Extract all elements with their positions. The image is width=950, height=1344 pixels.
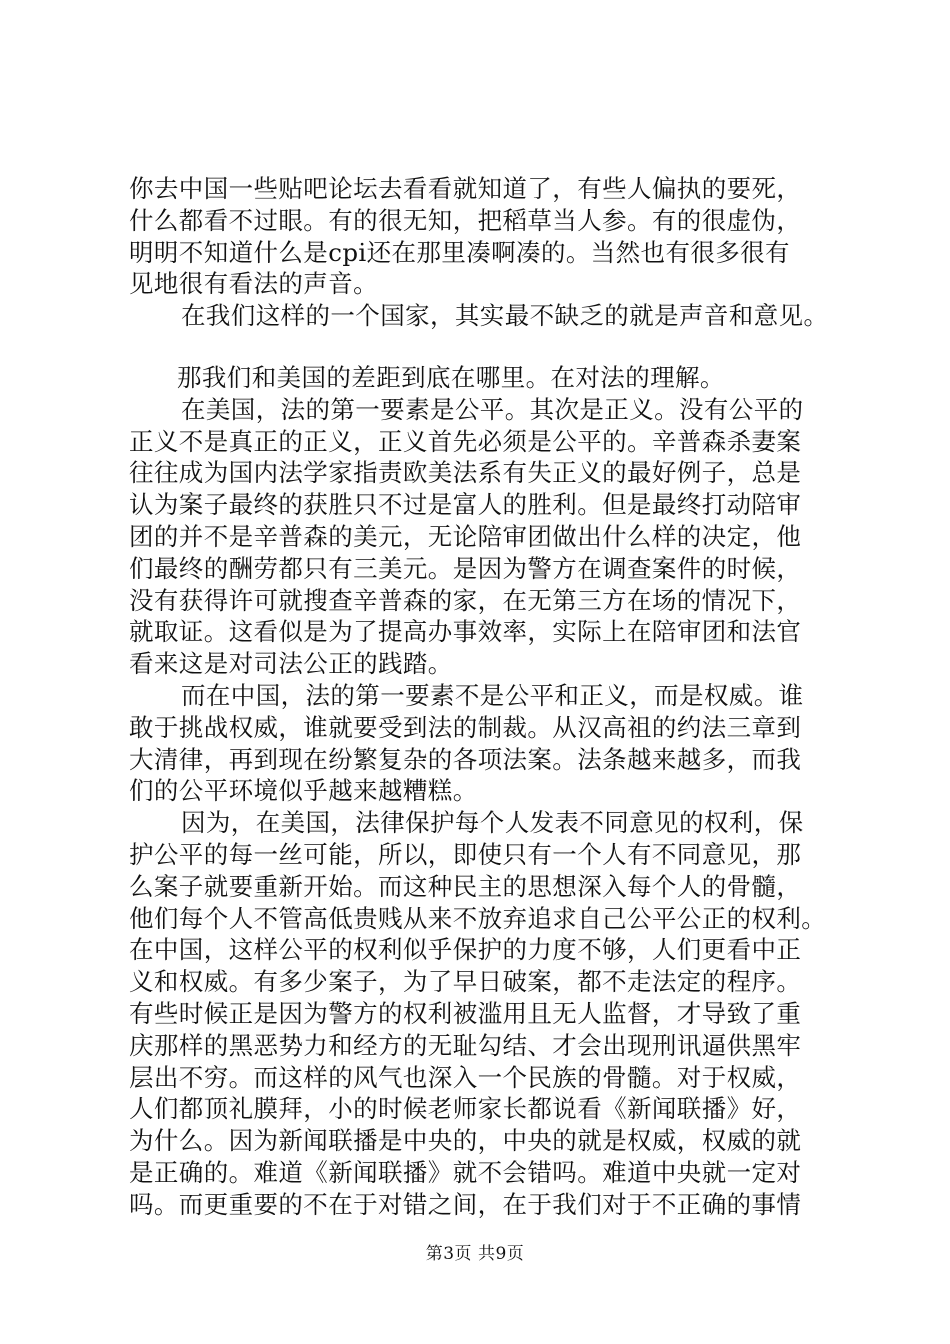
text-line: 在美国，法的第一要素是公平。其次是正义。没有公平的 (181, 394, 804, 424)
text-line: 人们都顶礼膜拜，小的时候老师家长都说看《新闻联播》好， (129, 1094, 802, 1124)
text-line: 认为案子最终的获胜只不过是富人的胜利。但是最终打动陪审 (129, 490, 802, 520)
document-body (129, 173, 829, 1221)
text-line: 那我们和美国的差距到底在哪里。在对法的理解。 (177, 362, 725, 392)
text-line: 层出不穷。而这样的风气也深入一个民族的骨髓。对于权威， (129, 1062, 802, 1092)
text-line: 什么都看不过眼。有的很无知，把稻草当人参。有的很虚伪， (129, 205, 802, 235)
text-line: 敢于挑战权威，谁就要受到法的制裁。从汉高祖的约法三章到 (129, 712, 802, 742)
text-line: 护公平的每一丝可能，所以，即使只有一个人有不同意见，那 (129, 839, 802, 869)
text-line: 在中国，这样公平的权利似乎保护的力度不够，人们更看中正 (129, 935, 802, 965)
text-line: 有些时候正是因为警方的权利被滥用且无人监督，才导致了重 (129, 998, 802, 1028)
text-line: 团的并不是辛普森的美元，无论陪审团做出什么样的决定，他 (129, 521, 802, 551)
text-line: 往往成为国内法学家指责欧美法系有失正义的最好例子，总是 (129, 458, 802, 488)
text-line: 在我们这样的一个国家，其实最不缺乏的就是声音和意见。 (181, 301, 829, 331)
text-line: 他们每个人不管高低贵贱从来不放弃追求自己公平公正的权利。 (129, 903, 827, 933)
text-line: 见地很有看法的声音。 (129, 269, 378, 299)
text-line: 是正确的。难道《新闻联播》就不会错吗。难道中央就一定对 (129, 1157, 802, 1187)
text-line: 庆那样的黑恶势力和经方的无耻勾结、才会出现刑讯逼供黑牢 (129, 1030, 802, 1060)
text-line: 们最终的酬劳都只有三美元。是因为警方在调查案件的时候， (129, 553, 802, 583)
text-line: 们的公平环境似乎越来越糟糕。 (129, 776, 478, 806)
text-line: 明明不知道什么是cpi还在那里凑啊凑的。当然也有很多很有 (129, 237, 790, 267)
paragraph-gap (129, 332, 829, 362)
text-line: 吗。而更重要的不在于对错之间，在于我们对于不正确的事情 (129, 1189, 802, 1219)
text-line: 看来这是对司法公正的践踏。 (129, 649, 453, 679)
text-line: 就取证。这看似是为了提高办事效率，实际上在陪审团和法官 (129, 617, 802, 647)
text-line: 义和权威。有多少案子，为了早日破案，都不走法定的程序。 (129, 967, 802, 997)
text-line: 没有获得许可就搜查辛普森的家，在无第三方在场的情况下， (129, 585, 802, 615)
text-line: 为什么。因为新闻联播是中央的，中央的就是权威，权威的就 (129, 1126, 802, 1156)
text-line: 大清律，再到现在纷繁复杂的各项法案。法条越来越多，而我 (129, 744, 802, 774)
text-line: 么案子就要重新开始。而这种民主的思想深入每个人的骨髓， (129, 871, 802, 901)
text-line: 而在中国，法的第一要素不是公平和正义，而是权威。谁 (181, 680, 804, 710)
page-number: 第3页 共9页 (425, 1244, 525, 1264)
text-line: 因为，在美国，法律保护每个人发表不同意见的权利，保 (181, 808, 804, 838)
text-line: 你去中国一些贴吧论坛去看看就知道了，有些人偏执的要死， (129, 174, 802, 203)
text-line: 正义不是真正的正义，正义首先必须是公平的。辛普森杀妻案 (129, 426, 802, 456)
